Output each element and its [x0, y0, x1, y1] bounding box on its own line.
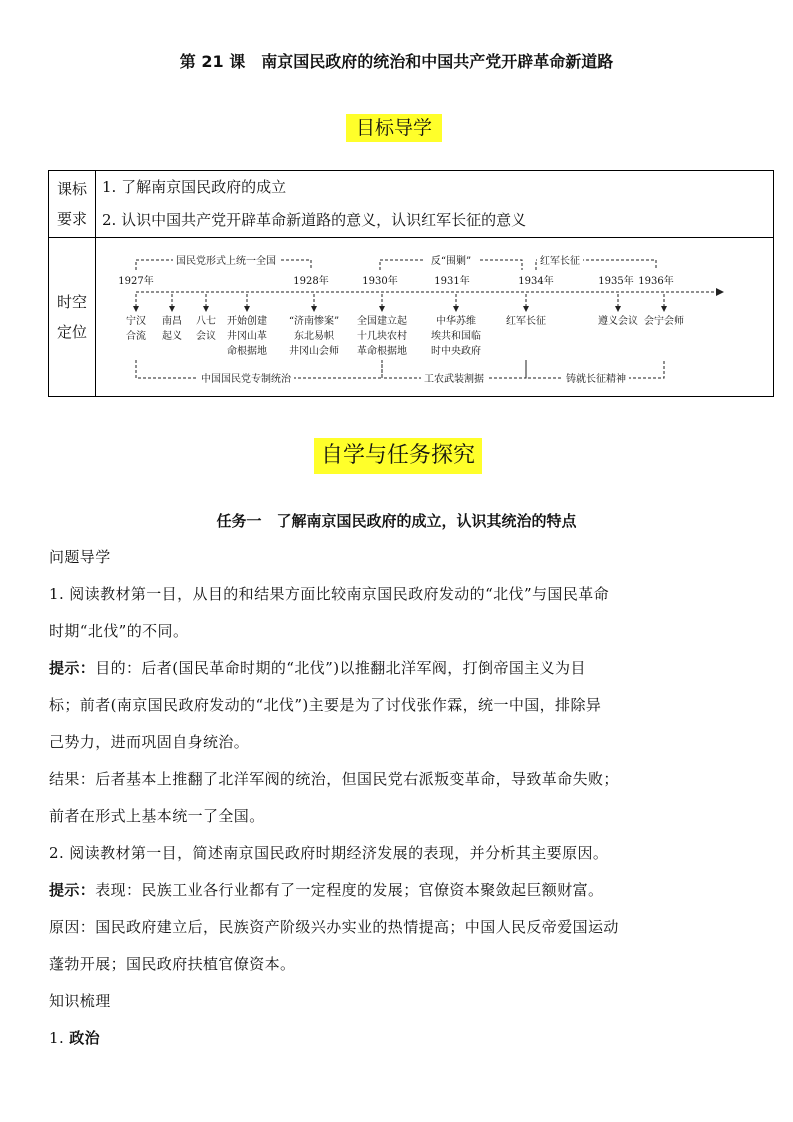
- event-label: 遵义会议: [598, 316, 638, 327]
- guide-heading: 问题导学: [49, 548, 111, 566]
- event-label: 井冈山会师: [289, 346, 339, 357]
- event-label: 东北易帜: [294, 331, 334, 342]
- question-1-line1: 1. 阅读教材第一目，从目的和结果方面比较南京国民政府发动的“北伐”与国民革命: [49, 585, 610, 603]
- event-label: 南昌: [162, 316, 182, 327]
- event-arrow: [615, 306, 621, 312]
- politics-number: 1.: [49, 1029, 70, 1047]
- knowledge-heading: 知识梳理: [49, 992, 111, 1010]
- bottom-bracket-label: 中国国民党专制统治: [201, 374, 291, 385]
- task-1-heading: 任务一 了解南京国民政府的成立，认识其统治的特点: [216, 512, 577, 530]
- year-label: 1936年: [638, 276, 674, 287]
- year-label: 1934年: [518, 276, 554, 287]
- hint-1-line1: [49, 650, 749, 687]
- year-label: 1928年: [293, 276, 329, 287]
- bottom-bracket-label: 铸就长征精神: [566, 374, 626, 385]
- hint-1-line2: 标；前者(南京国民政府发动的“北伐”)主要是为了讨伐张作霖，统一中国，排除异: [49, 696, 602, 714]
- event-arrow: [203, 306, 209, 312]
- timeline-arrowhead: [716, 288, 724, 296]
- event-label: 红军长征: [506, 316, 546, 327]
- event-arrow: [169, 306, 175, 312]
- timeline-diagram: [96, 238, 774, 396]
- goal-banner: 目标导学: [346, 114, 442, 142]
- reason-line1: 原因：国民政府建立后，民族资产阶级兴办实业的热情提高；中国人民反帝爱国运动: [49, 918, 619, 936]
- event-arrow: [661, 306, 667, 312]
- hint-2-text: 表现：民族工业各行业都有了一定程度的发展；官僚资本聚敛起巨额财富。: [95, 881, 604, 899]
- event-label: 起义: [162, 331, 182, 342]
- event-label: 会宁会师: [644, 316, 684, 327]
- event-label: 全国建立起: [357, 316, 407, 327]
- event-label: “济南惨案”: [288, 316, 340, 327]
- event-label: 宁汉: [126, 316, 146, 327]
- top-bracket-label: 反“围剿”: [430, 256, 472, 267]
- result-line1: 结果：后者基本上推翻了北洋军阀的统治，但国民党右派叛变革命，导致革命失败；: [49, 770, 619, 788]
- standard-label: [49, 171, 96, 238]
- event-arrow: [453, 306, 459, 312]
- year-label: 1927年: [118, 276, 154, 287]
- question-1-line2: 时期“北伐”的不同。: [49, 622, 189, 640]
- hint-label: 提示：: [49, 659, 96, 677]
- standard-label-line1: 课标: [56, 180, 87, 198]
- hint-1-line3: 己势力，进而巩固自身统治。: [49, 733, 250, 751]
- standard-label-line2: 要求: [56, 210, 87, 228]
- year-label: 1931年: [434, 276, 470, 287]
- top-bracket-label: 红军长征: [540, 256, 580, 267]
- event-label: 会议: [196, 331, 216, 342]
- event-label: 井冈山革: [227, 331, 267, 342]
- event-arrow: [133, 306, 139, 312]
- event-label: 十几块农村: [357, 331, 407, 342]
- requirements-cell: [96, 171, 774, 238]
- event-arrow: [311, 306, 317, 312]
- bottom-bracket-label: 工农武装割据: [424, 374, 484, 385]
- event-label: 中华苏维: [436, 316, 476, 327]
- hint-2-line1: [49, 872, 749, 909]
- event-arrow: [523, 306, 529, 312]
- timeline-cell: [96, 238, 774, 397]
- hint-label-2: 提示：: [49, 881, 96, 899]
- question-2: 2. 阅读教材第一目，简述南京国民政府时期经济发展的表现，并分析其主要原因。: [49, 844, 609, 862]
- reason-line2: 蓬勃开展；国民政府扶植官僚资本。: [49, 955, 296, 973]
- event-label: 命根据地: [227, 346, 267, 357]
- event-label: 革命根据地: [357, 346, 407, 357]
- requirement-1: 1. 了解南京国民政府的成立: [102, 178, 287, 196]
- spacetime-label-line2: 定位: [56, 323, 87, 341]
- event-label: 合流: [126, 331, 146, 342]
- event-label: 埃共和国临: [431, 331, 481, 342]
- event-arrow: [379, 306, 385, 312]
- result-line2: 前者在形式上基本统一了全国。: [49, 807, 265, 825]
- politics-heading: [49, 1020, 749, 1057]
- timeline: [96, 238, 773, 396]
- spacetime-label-line1: 时空: [56, 293, 87, 311]
- lesson-title: 第 21 课 南京国民政府的统治和中国共产党开辟革命新道路: [179, 52, 614, 71]
- top-bracket-label: 国民党形式上统一全国: [176, 256, 276, 267]
- event-label: 开始创建: [227, 316, 267, 327]
- spacetime-label: [49, 238, 96, 397]
- year-label: 1930年: [362, 276, 398, 287]
- year-label: 1935年: [598, 276, 634, 287]
- event-label: 时中央政府: [431, 346, 481, 357]
- politics-label: 政治: [69, 1029, 101, 1047]
- event-arrow: [244, 306, 250, 312]
- study-banner: 自学与任务探究: [314, 438, 482, 474]
- event-label: 八七: [196, 316, 216, 327]
- hint-1-text: 目的：后者(国民革命时期的“北伐”)以推翻北洋军阀，打倒帝国主义为目: [95, 659, 586, 677]
- requirement-2: 2. 认识中国共产党开辟革命新道路的意义，认识红军长征的意义: [102, 211, 527, 229]
- goal-table: [48, 170, 774, 397]
